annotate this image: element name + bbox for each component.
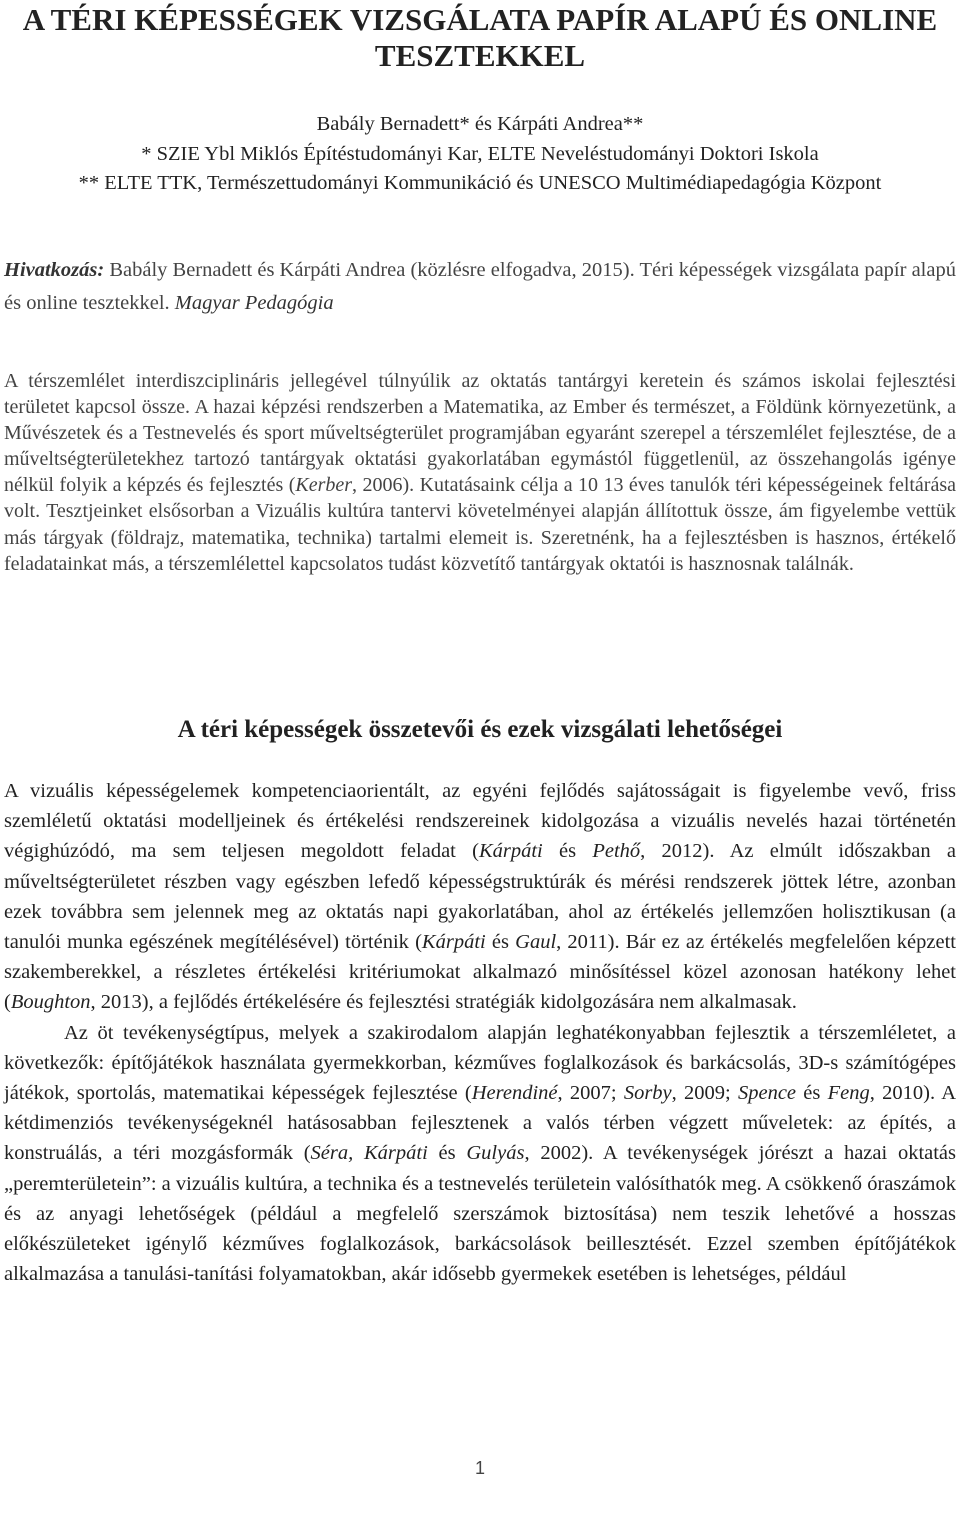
paper-page <box>4 0 956 1517</box>
citation-ref: Kárpáti <box>478 840 543 863</box>
citation-ref: Kárpáti <box>421 931 486 954</box>
citation-ref: Sorby <box>623 1082 672 1105</box>
section-heading: A téri képességek összetevői és ezek vizsgálati lehetőségei <box>177 716 783 743</box>
citation-ref: Gaul <box>515 931 557 954</box>
abstract <box>4 368 956 577</box>
citation-ref: Spence <box>737 1082 797 1105</box>
abstract-text: A térszemlélet interdiszciplináris jellegével túlnyúlik az oktatás tantárgyi keretein és számos iskolai fejlesztési területet kapcsol össze. A hazai képzési rendszerben a Matematika, az Ember és természet, a Földünk környezetünk, a Művészetek és a Testnevelés és sport műveltségterület programjában egyaránt szerepel a térszemlélet fejlesztése, de a műveltségterületekhez tartozó tantárgyak oktatási gyakorlatában egymástól függetlenül, az összehangolás igénye nélkül folyik a képzés és fejlesztés ( <box>4 370 956 497</box>
affiliation-1: * SZIE Ybl Miklós Építéstudományi Kar, ELTE Neveléstudományi Doktori Iskola <box>141 142 819 165</box>
citation-text: Babály Bernadett és Kárpáti Andrea (közlésre elfogadva, 2015). Téri képességek vizsgálata papír alapú és online tesztekkel. <box>4 259 956 314</box>
citation-journal: Magyar Pedagógia <box>174 292 334 314</box>
affiliation-2: ** ELTE TTK, Természettudományi Kommunikáció és UNESCO Multimédiapedagógia Központ <box>78 172 882 194</box>
citation-ref: Gulyás <box>466 1142 525 1165</box>
citation-ref: Kerber <box>295 474 353 497</box>
citation-ref: Herendiné <box>471 1082 558 1105</box>
author-names: Babály Bernadett* és Kárpáti Andrea** <box>316 113 644 135</box>
abstract-text: , 2006). Kutatásaink célja a 10 13 éves tanulók téri képességeinek feltárása volt. Tesztjeinket elsősorban a Vizuális kultúra tantervi követelményei alapján állítottuk össze, ám figyelembe vettük más tárgyak (földrajz, matematika, technika) tartalmi elemeit is. Szeretnénk, ha a fejlesztésben is hasznos, értékelő feladatainkat más, a térszemlélettel kapcsolatos tudást közvetítő tantárgyak oktatói is hasznosnak találnák. <box>4 474 957 575</box>
page-number: 1 <box>474 1458 485 1478</box>
citation-label: Hivatkozás: <box>4 259 105 281</box>
citation-ref: Boughton <box>10 991 91 1014</box>
citation-ref: Pethő <box>592 840 641 863</box>
body-paragraph: Az öt tevékenységtípus, melyek a szakirodalom alapján leghatékonyabban fejlesztik a térszemléletet, a következők: építőjátékok használata gyermekkorban, kézműves foglalkozások és barkácsolás, 3D-s számítógépes játékok, sportolás, matematikai képességek fejlesztése (Herendiné, 2007; Sorby, 2009; Spence és Feng, 2010). A kétdimenziós tevékenységeknél hatásosabban fejlesztenek a valós térben végzett műveletek: az építés, a konstruálás, a téri mozgásformák (Séra, Kárpáti és Gulyás, 2002). A tevékenységek jórészt a hazai oktatás „peremterületein”: a vizuális kultúra, a technika és a testnevelés területein valósíthatók meg. A csökkenő óraszámok és az anyagi lehetőségek (például a megfelelő szerszámok biztosítása) nem teszik lehetővé a hosszas előkészületeket igénylő kézműves foglalkozások, barkácsolások beillesztését. Ezzel szemben építőjátékok alkalmazása a tanulási-tanítási folyamatokban, akár idősebb gyermekek esetében is lehetséges, például <box>4 1021 957 1286</box>
body-paragraph: A vizuális képességelemek kompetenciaorientált, az egyéni fejlődés sajátosságait is figyelembe vevő, friss szemléletű oktatási modelljeinek és értékelési rendszereinek kidolgozása a vizuális nevelés hazai történetén végighúzódó, ma sem teljesen megoldott feladat (Kárpáti és Pethő, 2012). Az elmúlt időszakban a műveltségterületet részben vagy egészben lefedő képességstruktúrák és mérési rendszerek jöttek létre, azonban ezek továbbra sem jelennek meg az oktatás napi gyakorlatában, ahol az értékelés jellemzően holisztikusan (a tanulói munka egészének megítélésével) történik (Kárpáti és Gaul, 2011). Bár ez az értékelés megfelelően képzett szakemberekkel, a részletes értékelési kritériumokat alkalmazó minősítéssel közel azonosan hatékony lehet (Boughton, 2013), a fejlődés értékelésére és fejlesztési stratégiák kidolgozására nem alkalmasak. <box>4 780 956 1014</box>
citation-ref: Feng <box>827 1082 870 1105</box>
author-block <box>44 110 916 199</box>
citation-block <box>4 254 956 320</box>
paper-title: A TÉRI KÉPESSÉGEK VIZSGÁLATA PAPÍR ALAPÚ ÉS ONLINE TESZTEKKEL <box>22 2 938 73</box>
citation-ref: Séra, Kárpáti <box>310 1142 428 1165</box>
section-body <box>4 776 956 1289</box>
